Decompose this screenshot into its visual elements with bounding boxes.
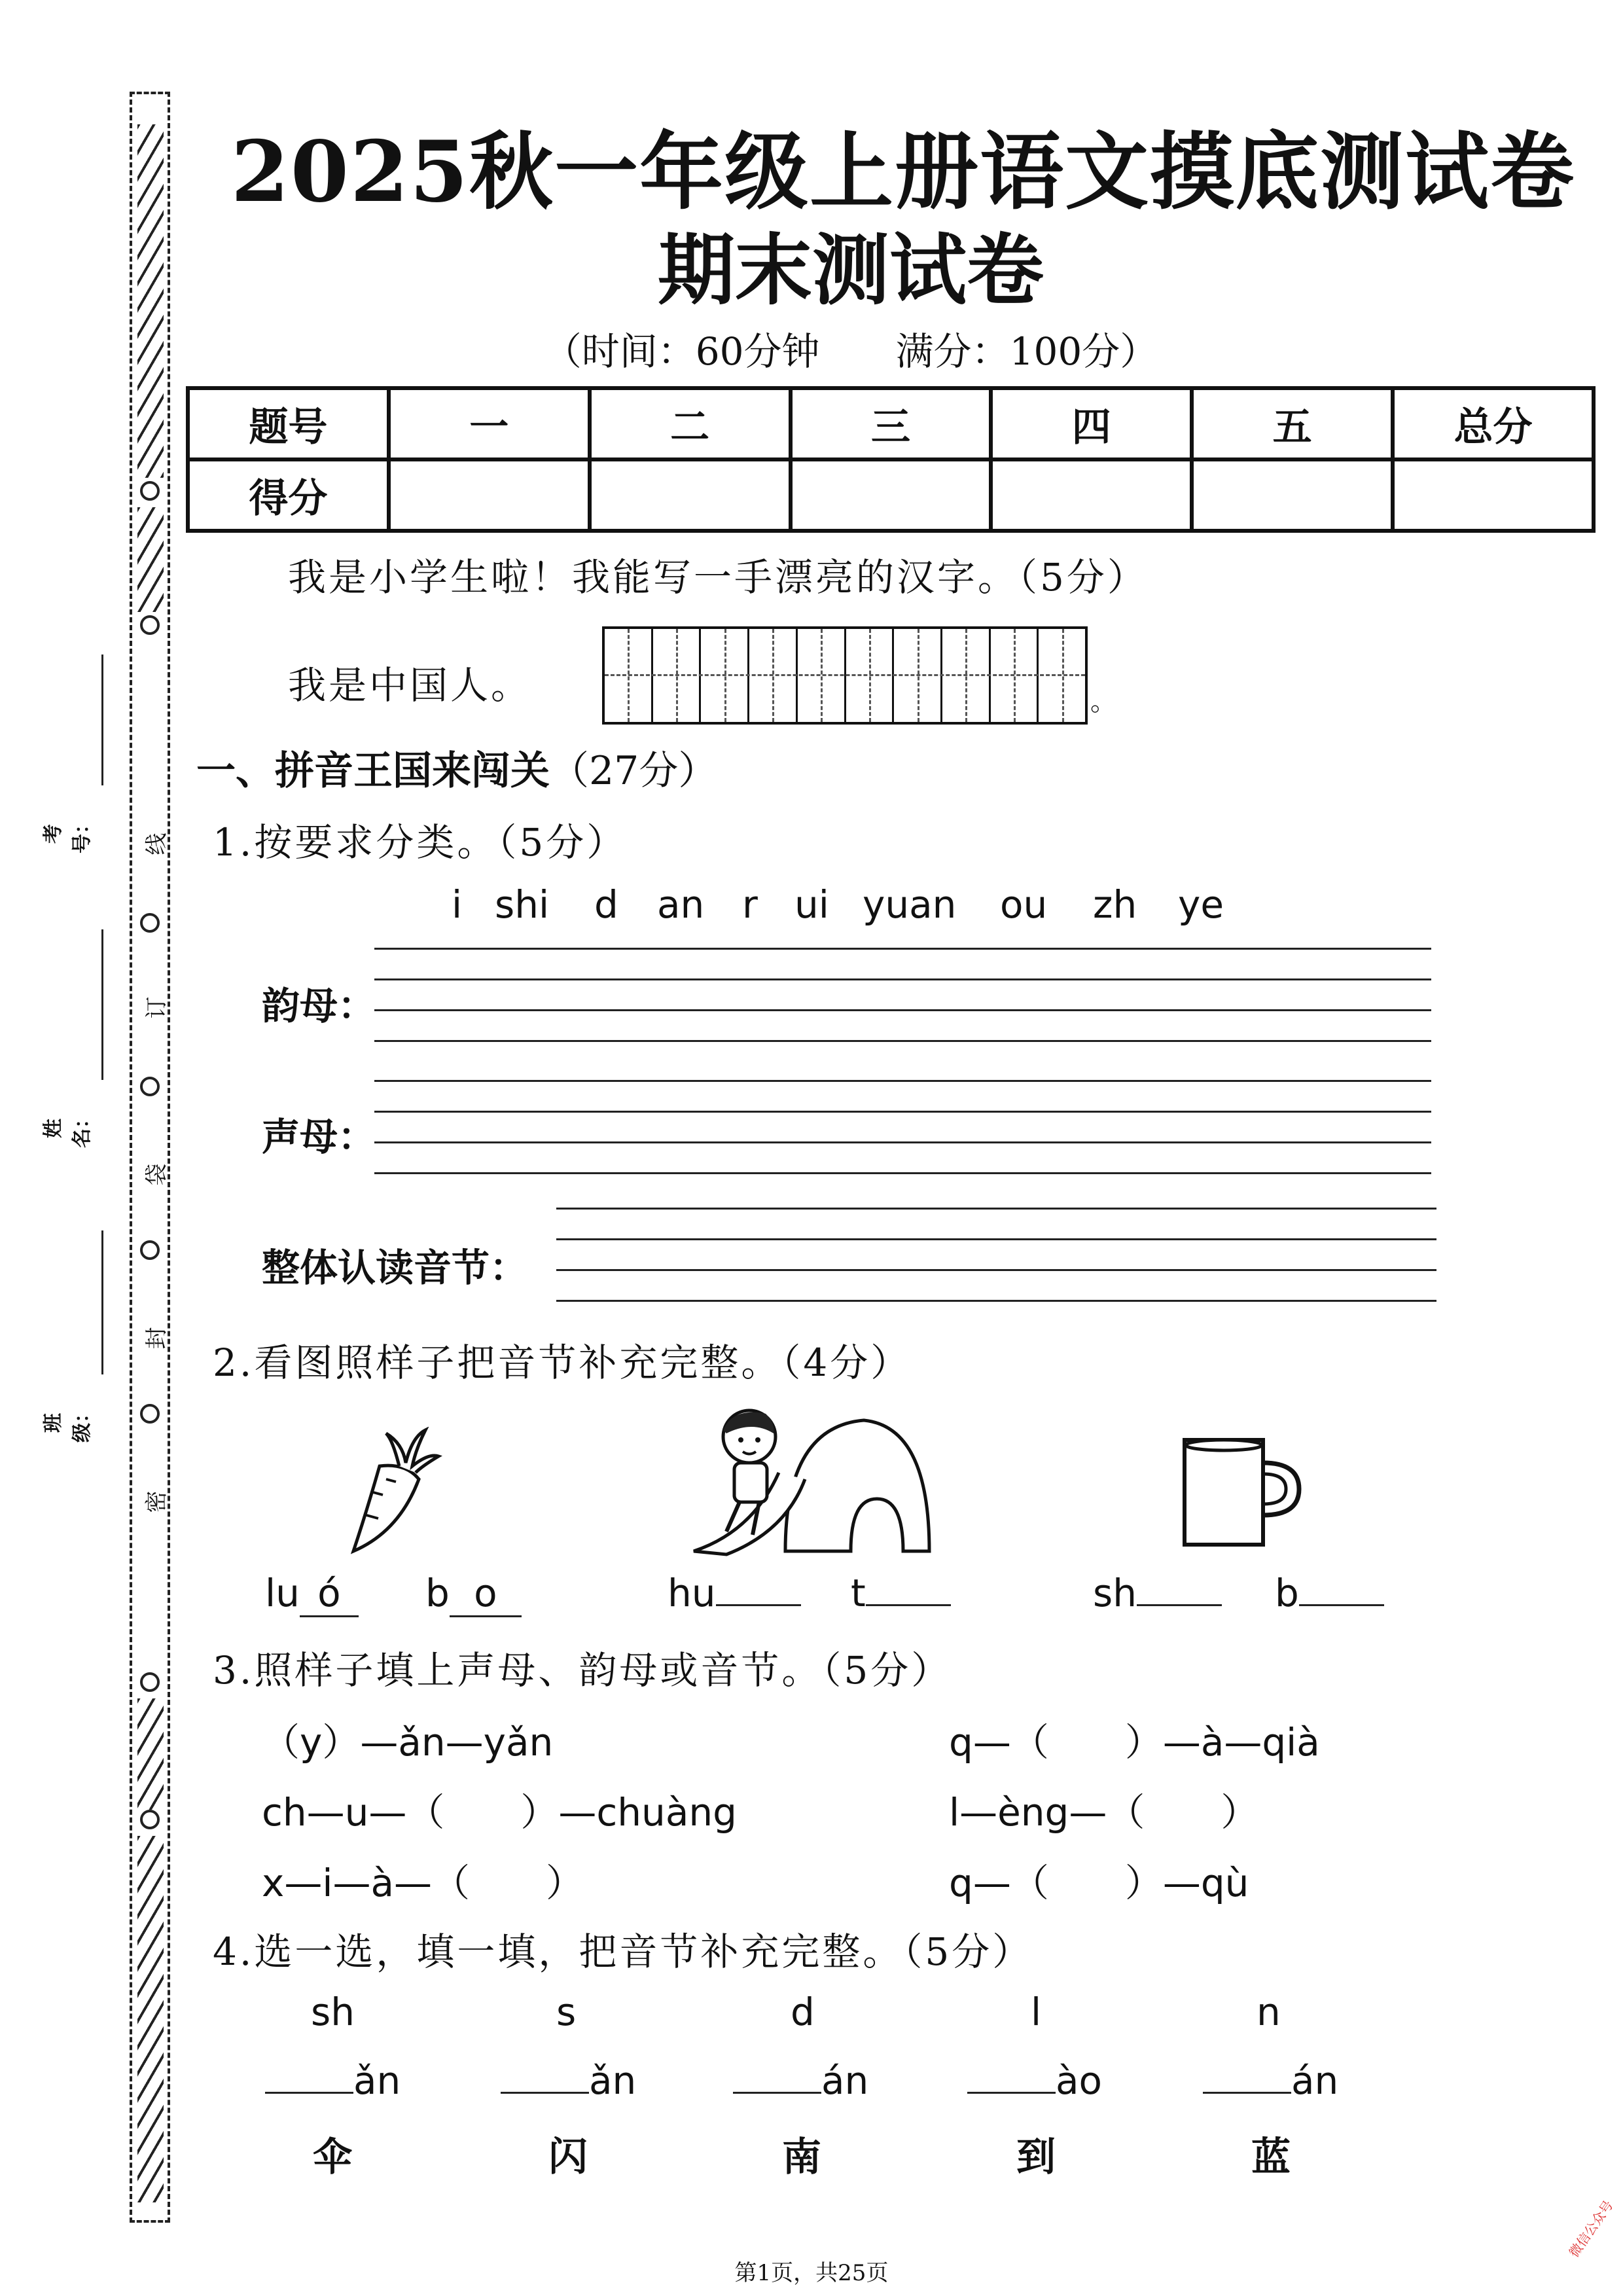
score-cell[interactable]: [791, 459, 991, 531]
section1-score: （27分）: [550, 748, 718, 794]
score-row-label: 得分: [188, 459, 389, 531]
field-label-exam-number: 考号：: [42, 814, 94, 853]
q1-syllable: ui: [794, 882, 829, 927]
q2-item-prefix: hu: [668, 1571, 716, 1615]
binding-circle: [140, 615, 160, 635]
q4-final: ǎn: [589, 2058, 637, 2103]
binding-circle: [140, 913, 160, 933]
q3-left-item[interactable]: x—i—à—（ ）: [262, 1861, 584, 1905]
answer-line[interactable]: [374, 1111, 1431, 1113]
q4-option: l: [1031, 1990, 1042, 2034]
q4-final: ǎn: [353, 2058, 401, 2103]
writing-sentence: 我是中国人。: [288, 663, 532, 708]
binding-hatch: [137, 507, 164, 612]
answer-line[interactable]: [556, 1208, 1436, 1210]
answer-line[interactable]: [374, 1172, 1431, 1174]
score-cell[interactable]: [1192, 459, 1393, 531]
score-header-cell: 题号: [188, 388, 389, 459]
q1-syllable: yuan: [863, 882, 957, 927]
q1-syllable: d: [594, 882, 618, 927]
binding-circle: [140, 1404, 160, 1424]
q2-item-prefix: sh: [1093, 1571, 1137, 1615]
score-header-cell: 二: [590, 388, 791, 459]
q4-prompt: 4.选一选，填一填，把音节补充完整。（5分）: [213, 1929, 1033, 1974]
binding-circle: [140, 1810, 160, 1829]
q4-char: 蓝: [1251, 2134, 1291, 2180]
q4-blank[interactable]: [1203, 2092, 1291, 2094]
q2-blank[interactable]: ó: [300, 1571, 359, 1617]
cup-icon: [1178, 1433, 1309, 1551]
q4-item: [1203, 2058, 1338, 2103]
q1-syllable: ou: [1000, 882, 1048, 927]
q4-char: 闪: [548, 2134, 588, 2180]
q1-label-initials: 声母：: [262, 1115, 376, 1159]
binding-char-line: 线: [143, 833, 170, 855]
q4-option: s: [556, 1990, 577, 2034]
q1-syllable: ye: [1178, 882, 1224, 927]
q4-blank[interactable]: [967, 2092, 1056, 2094]
page-footer: 第1页，共25页: [734, 2260, 889, 2286]
q2-blank[interactable]: [1137, 1604, 1222, 1606]
q4-option: d: [791, 1990, 815, 2034]
answer-line[interactable]: [374, 1080, 1431, 1082]
q3-right-item[interactable]: q—（ ）—qù: [949, 1861, 1249, 1905]
answer-line[interactable]: [374, 948, 1431, 950]
binding-circle: [140, 481, 160, 501]
page-subtitle: 期末测试卷: [657, 224, 1044, 315]
score-cell[interactable]: [389, 459, 590, 531]
q4-item: [967, 2058, 1102, 2103]
answer-line[interactable]: [556, 1300, 1436, 1302]
score-header-cell: 四: [991, 388, 1192, 459]
q2-blank[interactable]: [866, 1604, 951, 1606]
binding-char-dai: 袋: [143, 1163, 170, 1186]
writing-end-mark: 。: [1090, 687, 1116, 717]
q4-blank[interactable]: [733, 2092, 821, 2094]
q4-option: sh: [311, 1990, 355, 2034]
binding-char-ding: 订: [143, 996, 170, 1019]
q2-item: [265, 1571, 359, 1617]
q4-final: án: [821, 2058, 869, 2103]
score-header-cell: 总分: [1393, 388, 1594, 459]
writing-instruction: 我是小学生啦！我能写一手漂亮的汉字。（5分）: [288, 555, 1148, 600]
q1-syllable: r: [742, 882, 758, 927]
q2-item-prefix: lu: [265, 1571, 300, 1615]
answer-line[interactable]: [374, 978, 1431, 980]
q4-char: 伞: [313, 2134, 352, 2180]
exam-info: （时间：60分钟 满分：100分）: [543, 329, 1158, 374]
q1-prompt: 1.按要求分类。（5分）: [213, 820, 628, 865]
q1-syllable: an: [657, 882, 705, 927]
binding-circle: [140, 1672, 160, 1692]
q2-blank[interactable]: [716, 1604, 801, 1606]
q2-item: [425, 1571, 522, 1617]
answer-line[interactable]: [374, 1009, 1431, 1011]
field-line-name[interactable]: [101, 929, 103, 1080]
answer-line[interactable]: [374, 1040, 1431, 1042]
field-line-exam-number[interactable]: [101, 655, 103, 785]
q2-item: [668, 1571, 801, 1615]
q1-syllable: i: [452, 882, 463, 927]
score-cell[interactable]: [590, 459, 791, 531]
section1-title: 一、拼音王国来闯关: [196, 748, 550, 794]
q3-right-item[interactable]: l—èng—（ ）: [949, 1790, 1259, 1835]
field-line-class[interactable]: [101, 1230, 103, 1374]
grid-midline: [605, 674, 1085, 676]
q4-final: ào: [1056, 2058, 1103, 2103]
q2-item: [851, 1571, 951, 1615]
answer-line[interactable]: [556, 1238, 1436, 1240]
q4-item: [501, 2058, 636, 2103]
binding-hatch: [137, 1698, 164, 1810]
slide-icon: [687, 1401, 936, 1558]
score-table: [186, 386, 1596, 533]
score-header-cell: 五: [1192, 388, 1393, 459]
q2-prompt: 2.看图照样子把音节补充完整。（4分）: [213, 1340, 912, 1385]
q1-syllable: zh: [1093, 882, 1137, 927]
q3-left-item[interactable]: ch—u—（ ）—chuàng: [262, 1790, 737, 1835]
q1-syllable-row: [452, 882, 1302, 927]
score-table-header-row: [188, 388, 1594, 459]
watermark-stamp: 微信公众号: [1565, 2197, 1616, 2261]
carrot-icon: [340, 1427, 445, 1558]
q4-item: [733, 2058, 868, 2103]
q1-label-finals: 韵母：: [262, 984, 376, 1028]
section1-heading: [196, 740, 717, 796]
q2-item-prefix: b: [425, 1571, 450, 1615]
q4-final: án: [1291, 2058, 1339, 2103]
binding-char-feng: 封: [143, 1327, 170, 1350]
field-label-class: 班级：: [42, 1403, 94, 1443]
q2-item-prefix: b: [1275, 1571, 1299, 1615]
q2-blank[interactable]: [1299, 1604, 1384, 1606]
q2-item-prefix: t: [851, 1571, 866, 1615]
q2-blank[interactable]: o: [450, 1571, 522, 1617]
answer-line[interactable]: [556, 1269, 1436, 1271]
q4-char: 到: [1016, 2134, 1056, 2180]
page-title: 2025秋一年级上册语文摸底测试卷: [230, 123, 1576, 221]
q2-item: [1275, 1571, 1384, 1615]
q3-left-item[interactable]: （y）—ǎn—yǎn: [262, 1720, 554, 1765]
binding-hatch-bottom: [137, 1836, 164, 2202]
binding-char-mi: 密: [143, 1490, 170, 1513]
score-header-cell: 三: [791, 388, 991, 459]
q4-blank[interactable]: [501, 2092, 589, 2094]
q4-blank[interactable]: [265, 2092, 353, 2094]
q2-item: [1093, 1571, 1222, 1615]
field-label-name: 姓名：: [42, 1109, 94, 1148]
q4-item: [265, 2058, 401, 2103]
q3-prompt: 3.照样子填上声母、韵母或音节。（5分）: [213, 1648, 952, 1693]
score-cell[interactable]: [1393, 459, 1594, 531]
q3-right-item[interactable]: q—（ ）—à—qià: [949, 1720, 1320, 1765]
q1-syllable: shi: [495, 882, 550, 927]
q4-char: 南: [782, 2134, 821, 2180]
score-header-cell: 一: [389, 388, 590, 459]
answer-line[interactable]: [374, 1141, 1431, 1143]
score-table-score-row: [188, 459, 1594, 531]
q4-option: n: [1257, 1990, 1281, 2034]
binding-hatch-top: [137, 124, 164, 478]
binding-circle: [140, 1077, 160, 1096]
binding-circle: [140, 1240, 160, 1260]
q1-label-whole-syllables: 整体认读音节：: [262, 1246, 528, 1290]
score-cell[interactable]: [991, 459, 1192, 531]
